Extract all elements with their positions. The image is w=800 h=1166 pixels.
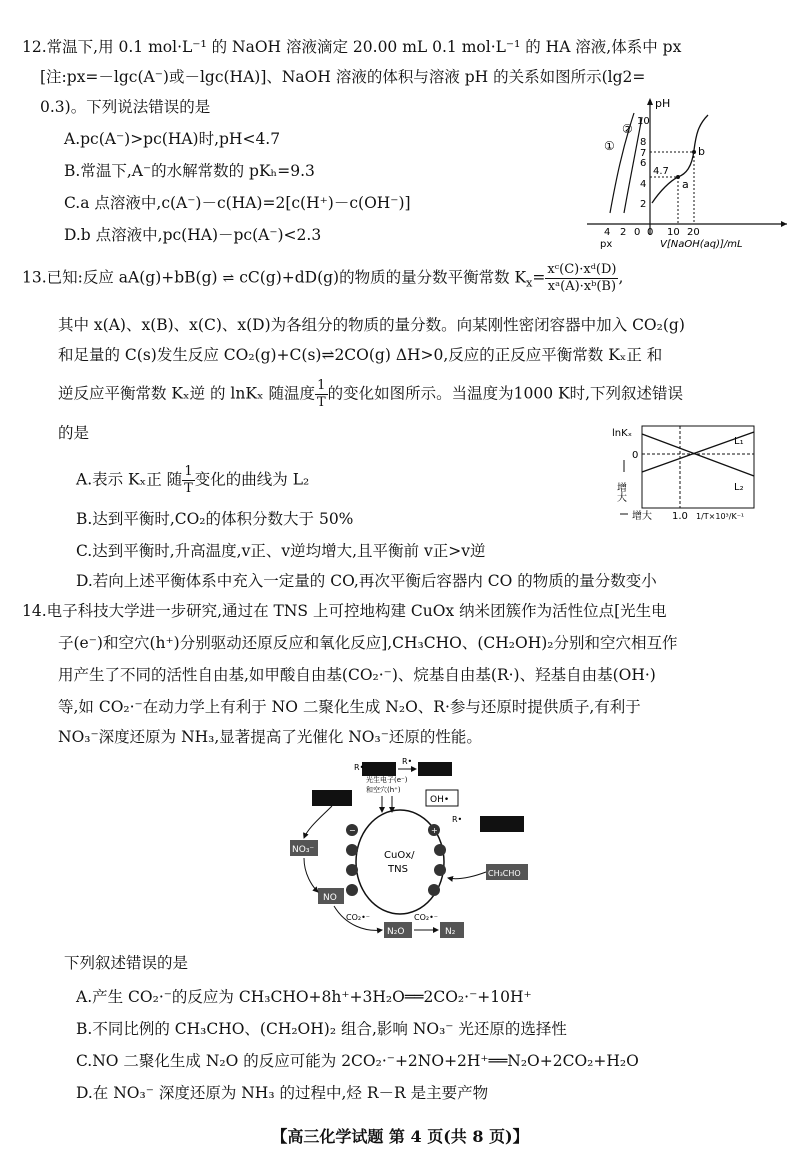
q13-stem-line-5: 的是 <box>58 424 90 442</box>
q12-px-tick: 4 <box>604 227 611 238</box>
q13-optA-frac-num: 1 <box>182 464 195 481</box>
q13-equals: = <box>532 268 546 287</box>
q14-charge-minus: − <box>349 826 356 835</box>
q12-titration-figure <box>582 95 792 250</box>
q13-inv-t-fraction <box>315 378 328 411</box>
q12-mark-47: 4.7 <box>653 166 669 177</box>
q12-x-tick: 0 <box>647 227 654 238</box>
q13-kx-fraction <box>545 262 618 295</box>
q12-point-b <box>692 150 696 154</box>
q13-l1-label: L₁ <box>734 436 744 447</box>
q12-option-c: C.a 点溶液中,c(A⁻)－c(HA)=2[c(H⁺)－c(OH⁻)] <box>64 194 411 212</box>
q14-oh-label: OH• <box>430 795 450 805</box>
q14-n2-label: N₂ <box>445 927 456 937</box>
q13-k-subscript: x <box>526 276 533 290</box>
q13-option-b: B.达到平衡时,CO₂的体积分数大于 50% <box>76 510 354 528</box>
equilibrium-arrow-icon: ⇌ <box>222 270 235 287</box>
q14-center-label-2: TNS <box>388 864 408 875</box>
q14-r-dot-1: R• <box>354 763 365 772</box>
q12-y-tick: 6 <box>640 158 647 169</box>
page-footer: 【高三化学试题 第 4 页(共 8 页)】 <box>271 1127 529 1146</box>
q12-px-label: px <box>600 239 613 250</box>
q13-x-label: 1/T×10³/K⁻¹ <box>696 512 745 521</box>
q12-point-a-label: a <box>682 178 689 191</box>
q13-stem-line-3: 和足量的 C(s)发生反应 CO₂(g)+C(s)⇌2CO(g) ΔH>0,反应的正反应平衡常数 Kₓ正 和 <box>58 346 663 364</box>
q13-optA-frac-den: T <box>184 481 193 496</box>
q14-box-top-right <box>418 762 452 776</box>
q13-stem-1b: cC(g)+dD(g)的物质的量分数平衡常数 K <box>239 268 527 287</box>
q13-stem-1a: 13.已知:反应 aA(g)+bB(g) <box>22 268 218 287</box>
q12-x-tick: 20 <box>687 227 700 238</box>
q13-option-a-1: A.表示 Kₓ正 随 <box>76 470 183 489</box>
q14-no3-label: NO₃⁻ <box>292 845 315 855</box>
q14-box-right <box>480 816 524 832</box>
q12-px-tick: 2 <box>620 227 627 238</box>
q14-stem-line-2: 子(e⁻)和空穴(h⁺)分别驱动还原反应和氧化反应],CH₃CHO、(CH₂OH)₂分别和空穴相互作 <box>58 634 678 652</box>
q12-point-a <box>676 175 680 179</box>
q12-y-tick: 7 <box>640 148 647 159</box>
q13-y-label: lnKₓ <box>612 428 633 439</box>
q13-stem-line-1 <box>22 262 623 295</box>
q12-y-tick: 10 <box>637 116 650 127</box>
q14-stem-line-5: NO₃⁻深度还原为 NH₃,显著提高了光催化 NO₃⁻还原的性能。 <box>58 728 482 746</box>
q14-co2-radical-1: CO₂•⁻ <box>346 913 371 922</box>
q12-y-tick: 2 <box>640 199 647 210</box>
q13-stem-4b: 的变化如图所示。当温度为1000 K时,下列叙述错误 <box>327 384 684 403</box>
q12-titration-curve <box>652 115 708 203</box>
q14-box-top-left <box>312 790 352 806</box>
q12-y-axis-label: pH <box>655 97 671 110</box>
q12-x-axis-label: V[NaOH(aq)]/mL <box>660 239 743 250</box>
q12-y-tick: 4 <box>640 179 647 190</box>
q14-option-d: D.在 NO₃⁻ 深度还原为 NH₃ 的过程中,烃 R－R 是主要产物 <box>76 1084 489 1102</box>
q12-option-b: B.常温下,A⁻的水解常数的 pKₕ=9.3 <box>64 162 315 180</box>
q13-increase-x: 增大 <box>632 511 652 522</box>
q12-curve-2-label: ② <box>622 122 633 136</box>
q14-option-b: B.不同比例的 CH₃CHO、(CH₂OH)₂ 组合,影响 NO₃⁻ 光还原的选择性 <box>76 1020 567 1038</box>
q14-no-label: NO <box>323 893 337 903</box>
q14-co2-radical-2: CO₂•⁻ <box>414 913 439 922</box>
q14-stem-line-3: 用产生了不同的活性自由基,如甲酸自由基(CO₂·⁻)、烷基自由基(R·)、羟基自由基(OH·) <box>58 666 656 684</box>
q13-frac-den: xᵃ(A)·xᵇ(B) <box>547 279 617 294</box>
q13-zero: 0 <box>632 450 639 461</box>
q13-option-a-fraction <box>182 464 195 497</box>
q14-photo-label-2: 和空穴(h⁺) <box>366 786 401 794</box>
q12-stem-line-2: [注:px=－lgc(A⁻)或－lgc(HA)]、NaOH 溶液的体积与溶液 pH 的关系如图所示(lg2= <box>40 68 646 86</box>
q14-ask: 下列叙述错误的是 <box>64 954 189 972</box>
q14-ch3cho-label: CH₃CHO <box>488 869 521 878</box>
q14-stem-line-4: 等,如 CO₂·⁻在动力学上有利于 NO 二聚化生成 N₂O、R·参与还原时提供质子,有利于 <box>58 698 641 716</box>
q13-stem-line-4 <box>58 378 683 411</box>
q13-stem-4a: 逆反应平衡常数 Kₓ逆 的 lnKₓ 随温度 <box>58 384 315 403</box>
q13-inv-t-num: 1 <box>315 378 328 395</box>
q14-charge-plus: + <box>431 826 438 835</box>
q12-option-d: D.b 点溶液中,pc(HA)－pc(A⁻)<2.3 <box>64 226 322 244</box>
q13-option-c: C.达到平衡时,升高温度,v正、v逆均增大,且平衡前 v正>v逆 <box>76 542 486 560</box>
q13-l2-label: L₂ <box>734 482 744 493</box>
q13-option-a-2: 变化的曲线为 L₂ <box>194 470 310 489</box>
q14-r-dot-2: R• <box>402 757 413 766</box>
q14-option-a: A.产生 CO₂·⁻的反应为 CH₃CHO+8h⁺+3H₂O══2CO₂·⁻+10H⁺ <box>76 988 532 1006</box>
q13-option-d: D.若向上述平衡体系中充入一定量的 CO,再次平衡后容器内 CO 的物质的量分数变小 <box>76 572 657 590</box>
q12-y-tick: 8 <box>640 137 647 148</box>
q12-option-a: A.pc(A⁻)>pc(HA)时,pH<4.7 <box>64 130 281 148</box>
q13-x-tick: 1.0 <box>672 511 688 522</box>
q12-px-tick: 0 <box>634 227 641 238</box>
q13-stem-1-end: , <box>618 268 624 287</box>
q14-stem-line-1: 14.电子科技大学进一步研究,通过在 TNS 上可控地构建 CuOx 纳米团簇作为活性位点[光生电 <box>22 602 667 620</box>
q13-option-a <box>76 464 309 497</box>
q12-point-b-label: b <box>698 145 705 158</box>
q14-center-label-1: CuOx/ <box>384 850 415 861</box>
q13-stem-line-2: 其中 x(A)、x(B)、x(C)、x(D)为各组分的物质的量分数。向某刚性密闭容器中加入 CO₂(g) <box>58 316 685 334</box>
q14-r-dot-3: R• <box>452 815 463 824</box>
q12-stem-line-1: 12.常温下,用 0.1 mol·L⁻¹ 的 NaOH 溶液滴定 20.00 mL 0.1 mol·L⁻¹ 的 HA 溶液,体系中 px <box>22 38 682 56</box>
q13-inv-t-den: T <box>316 395 326 410</box>
q14-photo-label-1: 光生电子(e⁻) <box>366 776 408 784</box>
q12-stem-line-3: 0.3)。下列说法错误的是 <box>40 98 211 116</box>
q14-box-top-mid <box>362 762 396 776</box>
q14-mechanism-figure <box>290 750 530 950</box>
q13-increase-y: 增大 <box>614 482 626 502</box>
q14-option-c: C.NO 二聚化生成 N₂O 的反应可能为 2CO₂·⁻+2NO+2H⁺══N₂O+2CO₂+H₂O <box>76 1052 639 1070</box>
q14-n2o-label: N₂O <box>387 927 405 937</box>
q12-curve-1-label: ① <box>604 139 615 153</box>
q12-x-tick: 10 <box>667 227 680 238</box>
q13-frac-num: xᶜ(C)·xᵈ(D) <box>547 262 617 277</box>
q13-lnk-figure <box>612 420 762 530</box>
